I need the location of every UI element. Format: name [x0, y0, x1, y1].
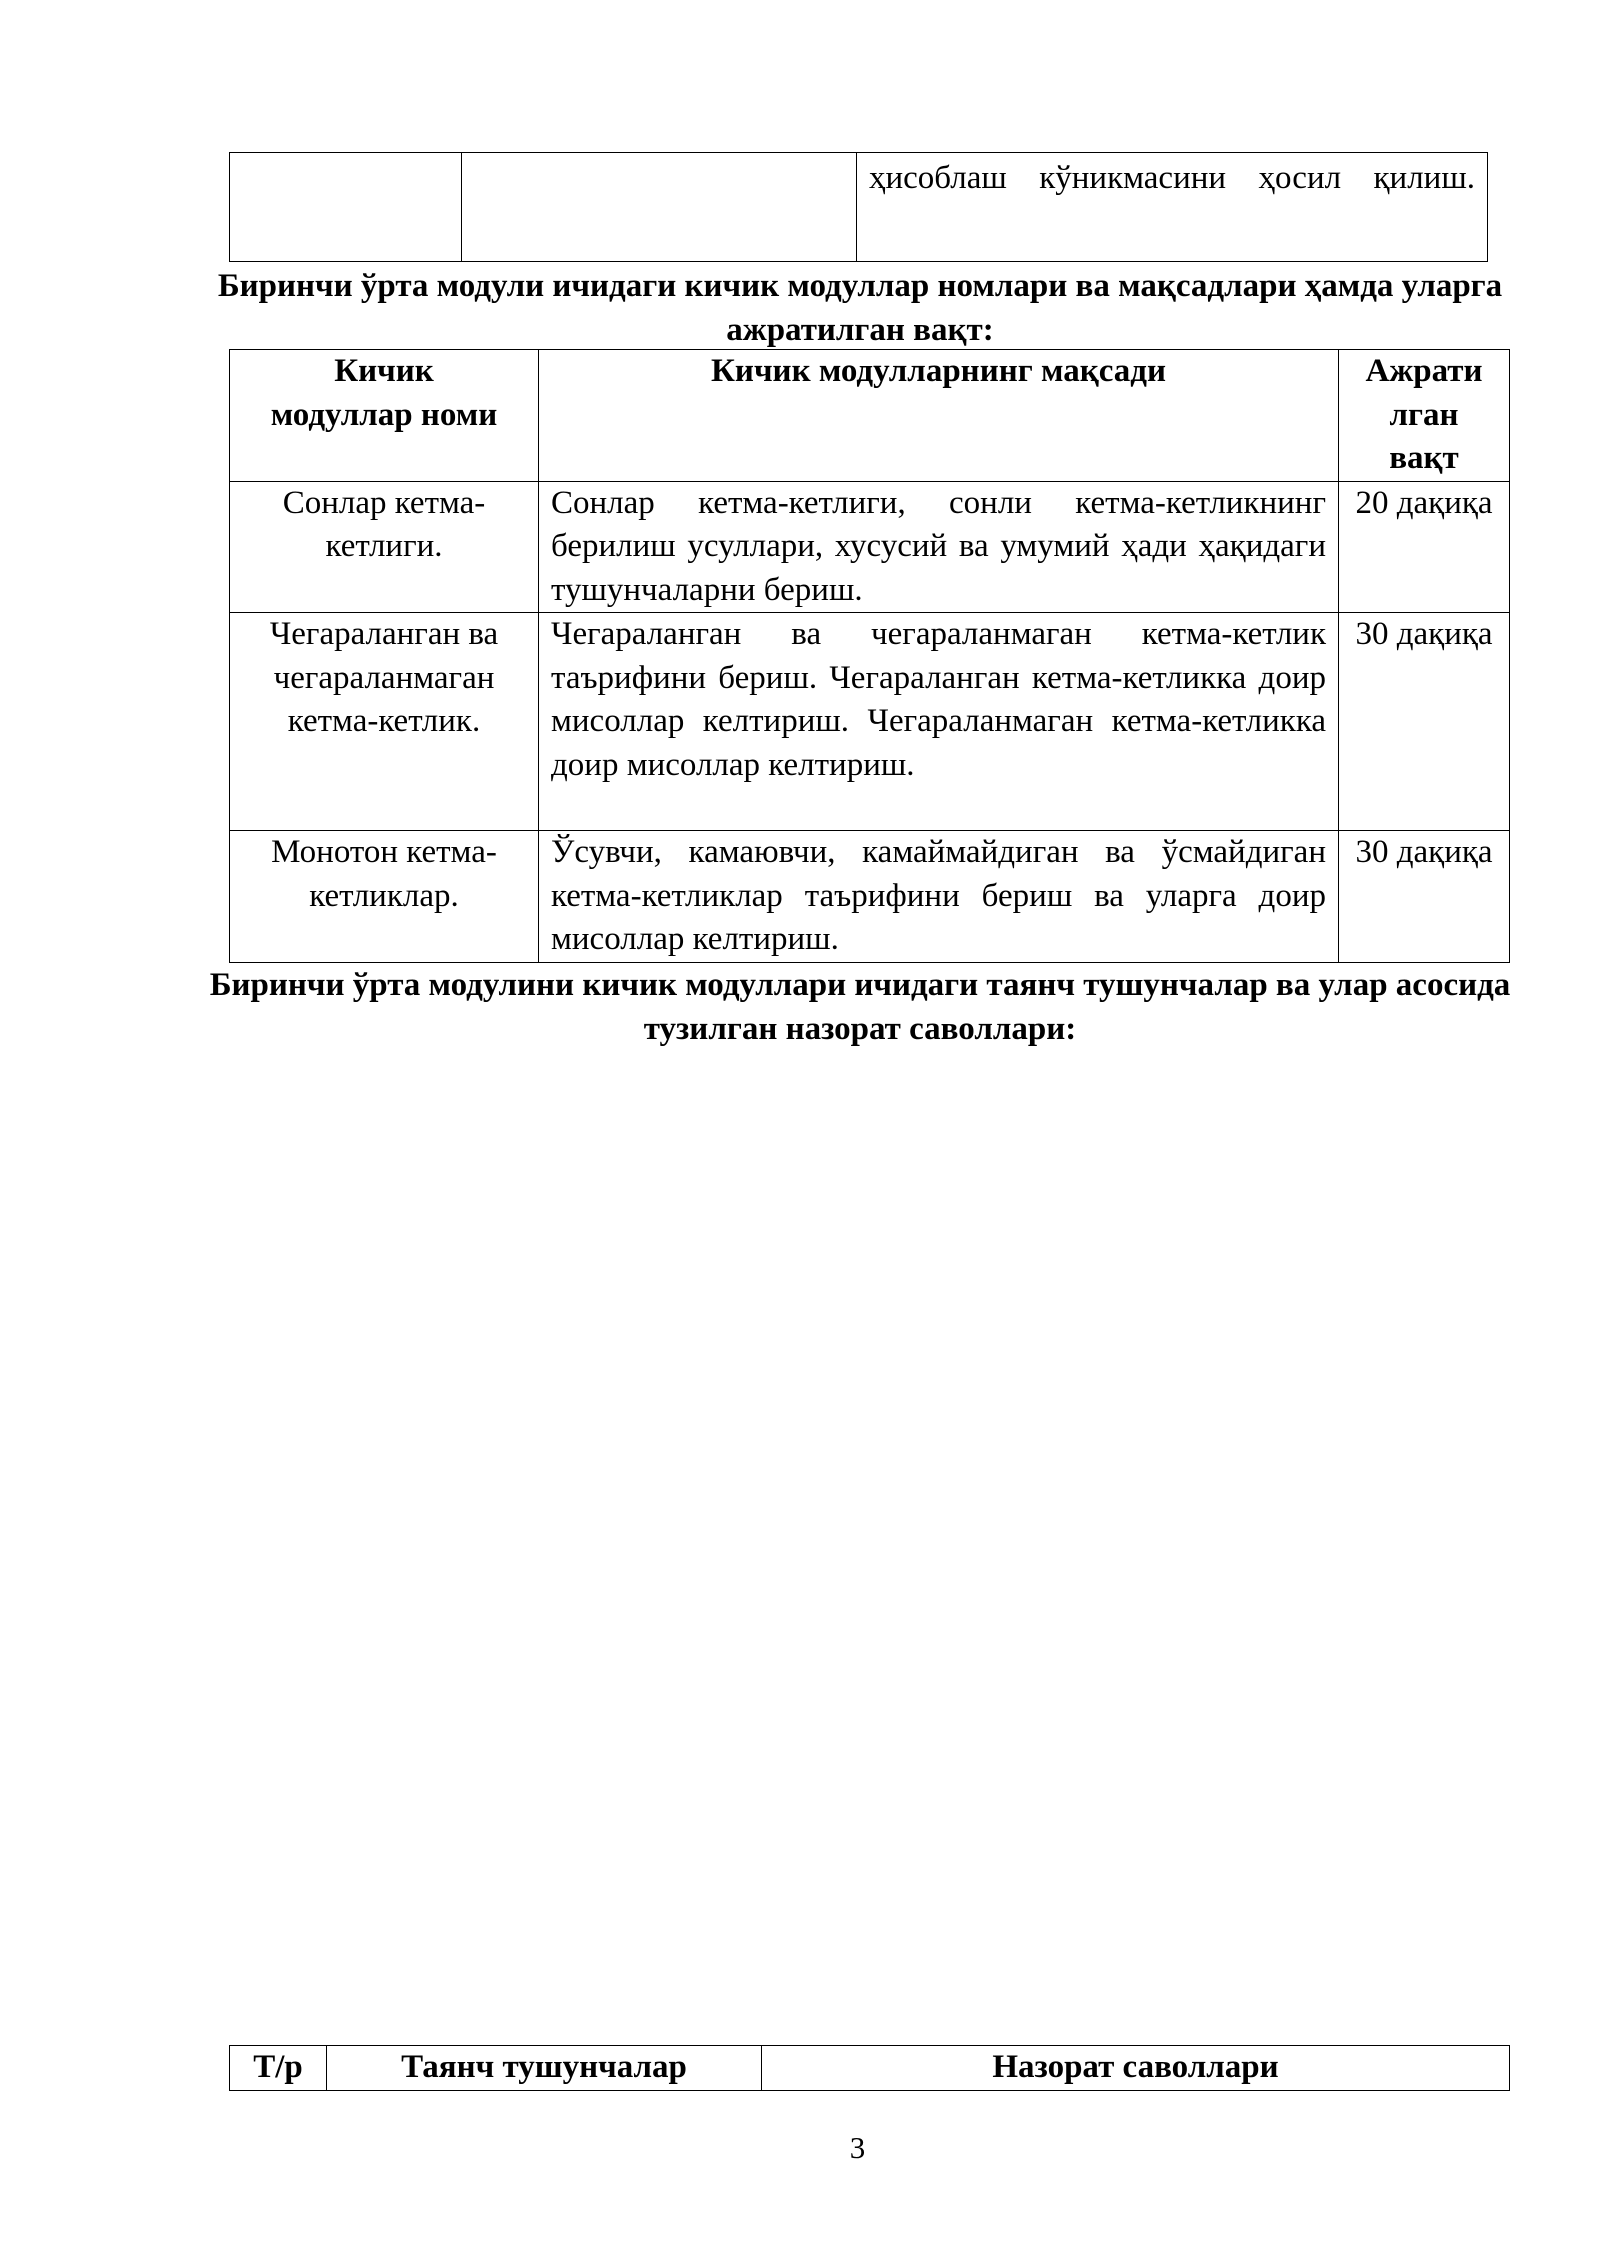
- table-row: [230, 481, 1510, 613]
- module-goal: Сонлар кетма-кетлиги, сонли кетма-кетликнинг берилиш усуллари, хусусий ва умумий ҳади ҳақидаги тушунчаларни бериш.: [539, 481, 1339, 613]
- table-row: [230, 831, 1510, 963]
- concepts-table: [229, 2045, 1510, 2091]
- column-header-questions: Назорат саволлари: [762, 2046, 1510, 2091]
- column-header-concepts: Таянч тушунчалар: [327, 2046, 762, 2091]
- table-header-row: [230, 2046, 1510, 2091]
- table-cell-empty: [462, 153, 857, 262]
- column-header-name: Кичик модуллар номи: [230, 350, 539, 482]
- table-row: [230, 153, 1488, 262]
- table-row: [230, 613, 1510, 831]
- module-goal: Чегараланган ва чегараланмаган кетма-кетлик таърифини бериш. Чегараланган кетма-кетликка доир мисоллар келтириш. Чегараланмаган кетма-кетликка доир мисоллар келтириш.: [539, 613, 1339, 831]
- page-number: 3: [849, 2130, 866, 2165]
- module-time: 30 дақиқа: [1339, 831, 1510, 963]
- module-name: Монотон кетма-кетликлар.: [230, 831, 539, 963]
- continued-table: [229, 152, 1488, 262]
- column-header-number: Т/р: [230, 2046, 327, 2091]
- module-goal: Ўсувчи, камаювчи, камаймайдиган ва ўсмайдиган кетма-кетликлар таърифини бериш ва уларга доир мисоллар келтириш.: [539, 831, 1339, 963]
- section-heading: Биринчи ўрта модули ичидаги кичик модуллар номлари ва мақсадлари ҳамда уларга ажратилган вақт:: [217, 268, 1503, 348]
- cell-text: ҳисоблаш кўникмасини ҳосил қилиш.: [869, 160, 1475, 196]
- column-header-time: Ажрати лган вақт: [1339, 350, 1510, 482]
- section-heading: Биринчи ўрта модулини кичик модуллари ичидаги таянч тушунчалар ва улар асосида тузилган назорат саволлари:: [209, 967, 1511, 1047]
- column-header-goal: Кичик модулларнинг мақсади: [539, 350, 1339, 482]
- module-name: Чегараланган ва чегараланмаган кетма-кетлик.: [230, 613, 539, 831]
- table-header-row: [230, 350, 1510, 482]
- modules-table: [229, 349, 1510, 963]
- table-cell: [857, 153, 1488, 262]
- module-time: 20 дақиқа: [1339, 481, 1510, 613]
- module-time: 30 дақиқа: [1339, 613, 1510, 831]
- module-name: Сонлар кетма-кетлиги.: [230, 481, 539, 613]
- table-cell-empty: [230, 153, 462, 262]
